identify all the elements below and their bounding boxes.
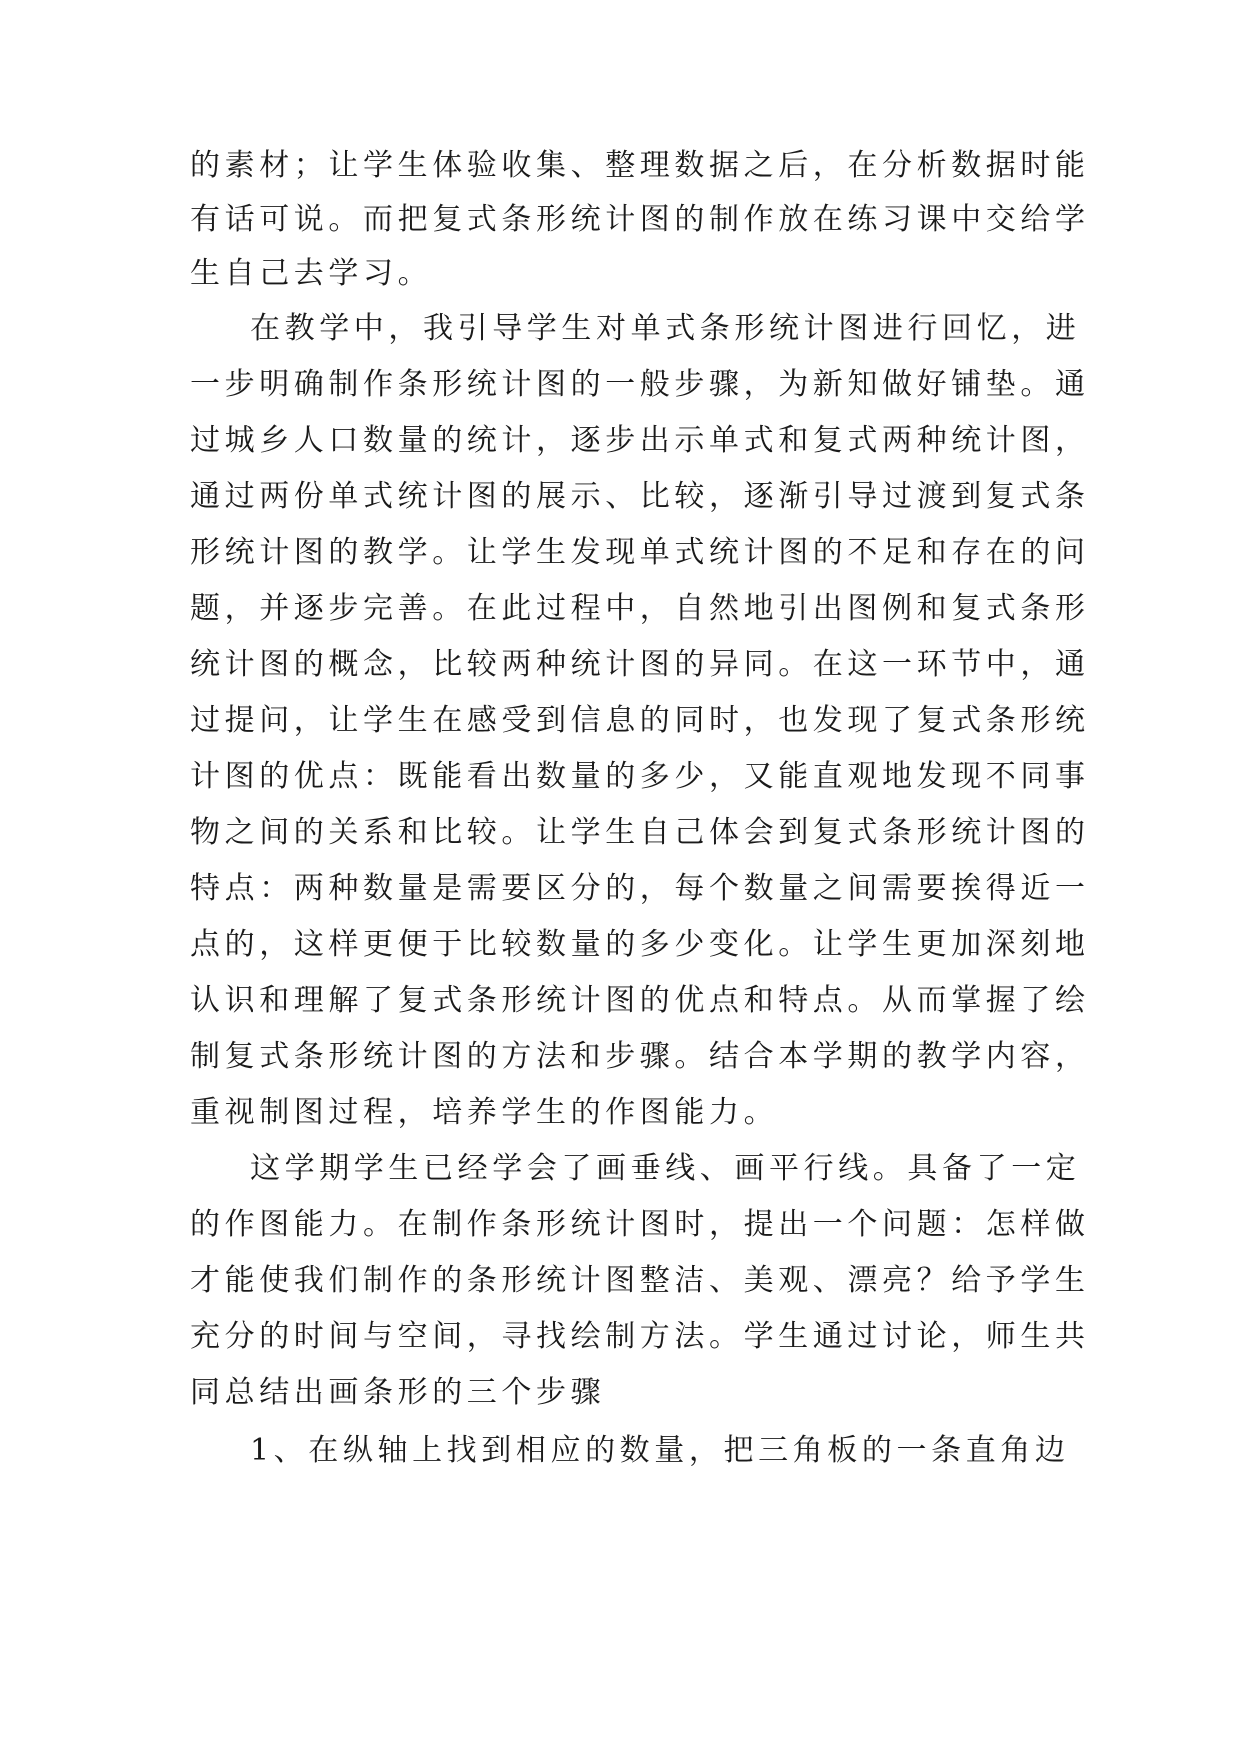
text-line: 统计图的概念，比较两种统计图的异同。在这一环节中，通 (190, 647, 1090, 682)
text-line: 认识和理解了复式条形统计图的优点和特点。从而掌握了绘 (190, 983, 1090, 1018)
text-line: 有话可说。而把复式条形统计图的制作放在练习课中交给学 (190, 202, 1090, 237)
paragraph-first-line: 这学期学生已经学会了画垂线、画平行线。具备了一定 (250, 1151, 1081, 1186)
text-line: 物之间的关系和比较。让学生自己体会到复式条形统计图的 (190, 815, 1090, 850)
text-line: 的素材；让学生体验收集、整理数据之后，在分析数据时能 (190, 148, 1090, 183)
text-line: 制复式条形统计图的方法和步骤。结合本学期的教学内容， (190, 1039, 1090, 1074)
text-line: 计图的优点：既能看出数量的多少，又能直观地发现不同事 (190, 759, 1090, 794)
text-line: 同总结出画条形的三个步骤 (190, 1375, 606, 1410)
text-line: 点的，这样更便于比较数量的多少变化。让学生更加深刻地 (190, 927, 1090, 962)
text-line: 充分的时间与空间，寻找绘制方法。学生通过讨论，师生共 (190, 1319, 1090, 1354)
text-line: 生自己去学习。 (190, 256, 433, 291)
text-line: 过城乡人口数量的统计，逐步出示单式和复式两种统计图， (190, 423, 1090, 458)
text-line: 过提问，让学生在感受到信息的同时，也发现了复式条形统 (190, 703, 1090, 738)
text-line: 形统计图的教学。让学生发现单式统计图的不足和存在的问 (190, 535, 1090, 570)
text-line: 一步明确制作条形统计图的一般步骤，为新知做好铺垫。通 (190, 367, 1090, 402)
numbered-step-line: 1、在纵轴上找到相应的数量，把三角板的一条直角边 (250, 1433, 1070, 1468)
text-line: 特点：两种数量是需要区分的，每个数量之间需要挨得近一 (190, 871, 1090, 906)
paragraph-first-line: 在教学中，我引导学生对单式条形统计图进行回忆，进 (250, 311, 1081, 346)
text-line: 的作图能力。在制作条形统计图时，提出一个问题：怎样做 (190, 1207, 1090, 1242)
text-line: 通过两份单式统计图的展示、比较，逐渐引导过渡到复式条 (190, 479, 1090, 514)
text-line: 题，并逐步完善。在此过程中，自然地引出图例和复式条形 (190, 591, 1090, 626)
text-line: 才能使我们制作的条形统计图整洁、美观、漂亮？给予学生 (190, 1263, 1090, 1298)
text-line: 重视制图过程，培养学生的作图能力。 (190, 1095, 779, 1130)
